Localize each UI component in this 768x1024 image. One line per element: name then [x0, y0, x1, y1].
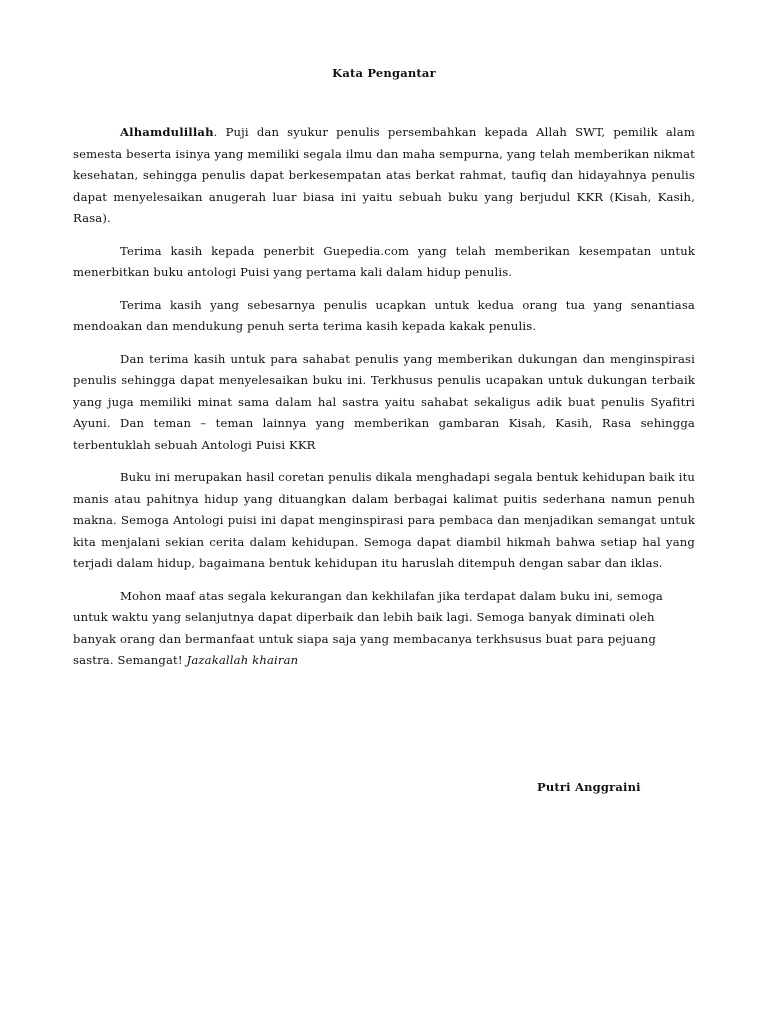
author-signature: Putri Anggraini — [537, 780, 641, 794]
closing-text: Mohon maaf atas segala kekurangan dan kekhilafan jika terdapat dalam buku ini, semoga untuk waktu yang selanjutnya dapat diperbaik dan lebih baik lagi. Semoga banyak diminati oleh banyak orang dan bermanfaat untuk siapa saja yang membacanya terkhsusus buat para pejuang sastra. Semangat! — [73, 588, 663, 667]
paragraph-opening — [73, 122, 695, 230]
paragraph-closing — [73, 586, 695, 672]
closing-italic-phrase: Jazakallah khairan — [186, 653, 299, 667]
document-title: Kata Pengantar — [332, 66, 436, 80]
paragraph-book-description: Buku ini merupakan hasil coretan penulis dikala menghadapi segala bentuk kehidupan baik itu manis atau pahitnya hidup yang dituangkan dalam berbagai kalimat puitis sederhana namun penuh makna. Semoga Antologi puisi ini dapat menginspirasi para pembaca dan menjadikan semangat untuk kita menjalani sekian cerita dalam kehidupan. Semoga dapat diambil hikmah bahwa setiap hal yang terjadi dalam hidup, bagaimana bentuk kehidupan itu haruslah ditempuh dengan sabar dan iklas. — [73, 470, 695, 570]
paragraph-parents-thanks: Terima kasih yang sebesarnya penulis ucapkan untuk kedua orang tua yang senantiasa mendoakan dan mendukung penuh serta terima kasih kepada kakak penulis. — [73, 297, 695, 333]
opening-text: . Puji dan syukur penulis persembahkan kepada Allah SWT, pemilik alam semesta beserta isinya yang memiliki segala ilmu dan maha sempurna, yang telah memberikan nikmat kesehatan, sehingga penulis dapat berkesempatan atas berkat rahmat, taufiq dan hidayahnya penulis dapat menyelesaikan anugerah luar biasa ini yaitu sebuah buku yang berjudul KKR (Kisah, Kasih, Rasa). — [73, 125, 695, 225]
paragraph-publisher-thanks: Terima kasih kepada penerbit Guepedia.com yang telah memberikan kesempatan untuk menerbitkan buku antologi Puisi yang pertama kali dalam hidup penulis. — [73, 243, 695, 279]
document-body — [73, 122, 695, 683]
paragraph-friends-thanks: Dan terima kasih untuk para sahabat penulis yang memberikan dukungan dan menginspirasi penulis sehingga dapat menyelesaikan buku ini. Terkhusus penulis ucapakan untuk dukungan terbaik yang juga memiliki minat sama dalam hal sastra yaitu sahabat sekaligus adik buat penulis Syafitri Ayuni. Dan teman – teman lainnya yang memberikan gambaran Kisah, Kasih, Rasa sehingga terbentuklah sebuah Antologi Puisi KKR — [73, 351, 695, 452]
opening-bold-word: Alhamdulillah — [120, 125, 214, 139]
